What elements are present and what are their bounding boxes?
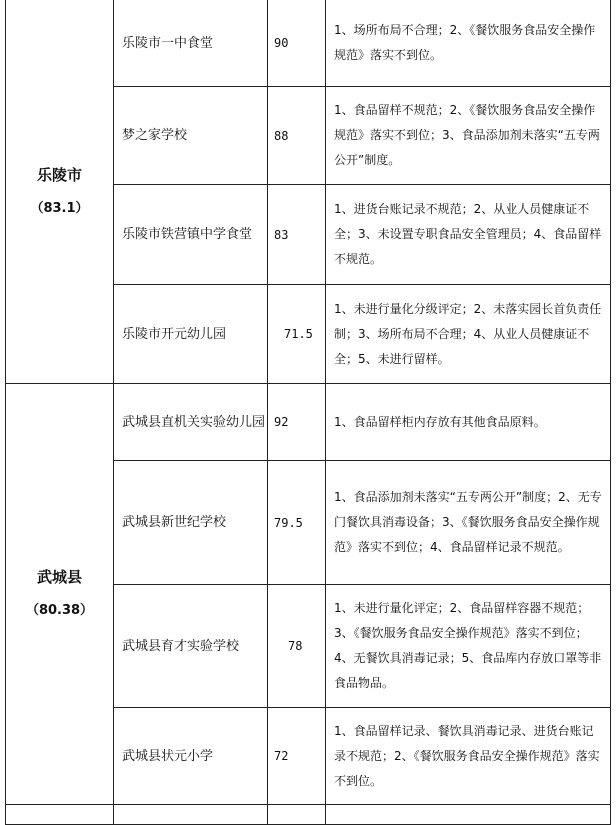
score-value: 92 (274, 415, 289, 429)
score-value: 83 (274, 227, 289, 242)
school-name: 乐陵市一中食堂 (114, 0, 268, 87)
score-value: 90 (274, 36, 289, 50)
score-cell (268, 461, 326, 585)
county-name: 武城县 (36, 568, 82, 586)
school-name: 武城县状元小学 (114, 708, 268, 805)
issues-cell: 1、未进行量化分级评定；2、未落实园长首负责任制；3、场所布局不合理；4、从业人员健康证不全；5、未进行留样。 (326, 285, 611, 384)
score-cell (268, 87, 326, 185)
inspection-table (5, 0, 611, 825)
school-name: 武城县新世纪学校 (114, 461, 268, 585)
issues-cell: 1、食品留样不规范；2、《餐饮服务食品安全操作规范》落实不到位；3、食品添加剂未落实“五专两公开”制度。 (326, 87, 611, 185)
school-name: 乐陵市开元幼儿园 (114, 285, 268, 384)
issues-cell: 1、食品留样柜内存放有其他食品原料。 (326, 384, 611, 461)
score-value: 72 (274, 749, 289, 763)
score-cell (268, 185, 326, 285)
score-cell (268, 285, 326, 384)
county-score: （83.1） (30, 200, 89, 216)
county-name: 乐陵市 (36, 165, 82, 184)
school-name: 武城县直机关实验幼儿园 (114, 384, 268, 461)
school-name: 乐陵市铁营镇中学食堂 (114, 185, 268, 285)
school-name: 武城县育才实验学校 (114, 585, 268, 708)
table-row (6, 384, 611, 461)
issues-cell: 1、食品添加剂未落实“五专两公开”制度；2、无专门餐饮具消毒设备；3、《餐饮服务食品安全操作规范》落实不到位；4、食品留样记录不规范。 (326, 461, 611, 585)
score-cell (268, 0, 326, 87)
issues-cell: 1、食品留样记录、餐饮具消毒记录、进货台账记录不规范；2、《餐饮服务食品安全操作规范》落实不到位。 (326, 708, 611, 805)
county-cell (6, 0, 114, 384)
score-value: 88 (274, 128, 289, 143)
score-value: 78 (288, 639, 303, 653)
score-value: 79.5 (274, 515, 303, 530)
county-score: （80.38） (25, 603, 94, 618)
table-row (6, 0, 611, 87)
score-cell (268, 708, 326, 805)
issues-cell: 1、场所布局不合理；2、《餐饮服务食品安全操作规范》落实不到位。 (326, 0, 611, 87)
issues-cell: 1、未进行量化评定；2、食品留样容器不规范；3、《餐饮服务食品安全操作规范》落实不到位；4、无餐饮具消毒记录；5、食品库内存放口罩等非食品物品。 (326, 585, 611, 708)
school-name: 梦之家学校 (114, 87, 268, 185)
county-cell (6, 384, 114, 805)
score-cell (268, 384, 326, 461)
score-value: 71.5 (284, 327, 313, 341)
issues-cell: 1、进货台账记录不规范；2、从业人员健康证不全；3、未设置专职食品安全管理员；4、食品留样不规范。 (326, 185, 611, 285)
score-cell (268, 585, 326, 708)
